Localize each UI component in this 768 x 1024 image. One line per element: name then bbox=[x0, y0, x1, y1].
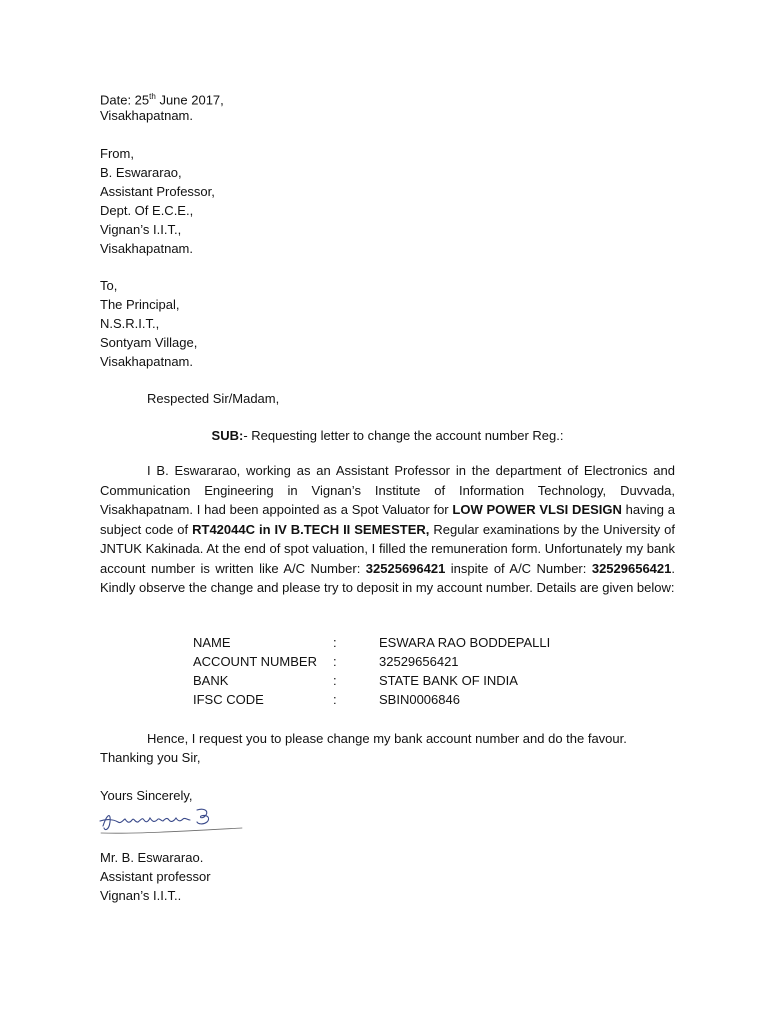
details-row: ACCOUNT NUMBER : 32529656421 bbox=[193, 654, 459, 669]
from-heading: From, bbox=[100, 146, 134, 161]
subject-line bbox=[100, 426, 675, 445]
details-table bbox=[193, 633, 550, 709]
to-city: Visakhapatnam. bbox=[100, 354, 193, 369]
subject-label: SUB: bbox=[211, 428, 244, 443]
from-name: B. Eswararao, bbox=[100, 165, 182, 180]
to-heading: To, bbox=[100, 278, 118, 293]
thanks-line: Thanking you Sir, bbox=[100, 750, 201, 765]
valediction: Yours Sincerely, bbox=[100, 788, 193, 803]
correct-account-number: 32529656421 bbox=[591, 560, 672, 576]
details-row: IFSC CODE : SBIN0006846 bbox=[193, 692, 460, 707]
date-place: Visakhapatnam. bbox=[100, 108, 193, 123]
course-name: LOW POWER VLSI DESIGN bbox=[452, 502, 622, 517]
signatory-name: Mr. B. Eswararao. bbox=[100, 850, 204, 865]
wrong-account-number: 32525696421 bbox=[365, 560, 446, 576]
details-row: NAME : ESWARA RAO BODDEPALLI bbox=[193, 635, 551, 650]
salutation: Respected Sir/Madam, bbox=[147, 391, 280, 406]
from-designation: Assistant Professor, bbox=[100, 184, 215, 199]
signatory-designation: Assistant professor bbox=[100, 869, 211, 884]
to-village: Sontyam Village, bbox=[100, 335, 198, 350]
to-institute: N.S.R.I.T., bbox=[100, 316, 160, 331]
subject-text: - Requesting letter to change the account number Reg.: bbox=[243, 428, 564, 443]
closing-request: Hence, I request you to please change my bank account number and do the favour. bbox=[147, 731, 627, 746]
from-department: Dept. Of E.C.E., bbox=[100, 203, 194, 218]
details-row: BANK : STATE BANK OF INDIA bbox=[193, 673, 518, 688]
date-line: Date: 25th June 2017, bbox=[100, 92, 224, 108]
body-paragraph: I B. Eswararao, working as an Assistant Professor in the department of Electronics and Communication Engineering in Vignan’s Institute of Information Technology, Duvvada, Visakhapatnam. I had been appointed as a Spot Valuator for LOW POWER VLSI DESIGN having a subject code of RT42044C in IV B.TECH II SEMESTER, Regular examinations by the University of JNTUK Kakinada. At the end of spot valuation, I filled the remuneration form. Unfortunately my bank account number is written like A/C Number: 32525696421 inspite of A/C Number: 32529656421. Kindly observe the change and please try to deposit in my account number. Details are given below: bbox=[100, 463, 676, 595]
signatory-institute: Vignan’s I.I.T.. bbox=[100, 888, 182, 903]
from-city: Visakhapatnam. bbox=[100, 241, 193, 256]
subject-code: RT42044C in IV B.TECH II SEMESTER, bbox=[192, 521, 430, 537]
from-institute: Vignan’s I.I.T., bbox=[100, 222, 182, 237]
to-recipient: The Principal, bbox=[100, 297, 180, 312]
handwritten-signature bbox=[97, 804, 247, 838]
